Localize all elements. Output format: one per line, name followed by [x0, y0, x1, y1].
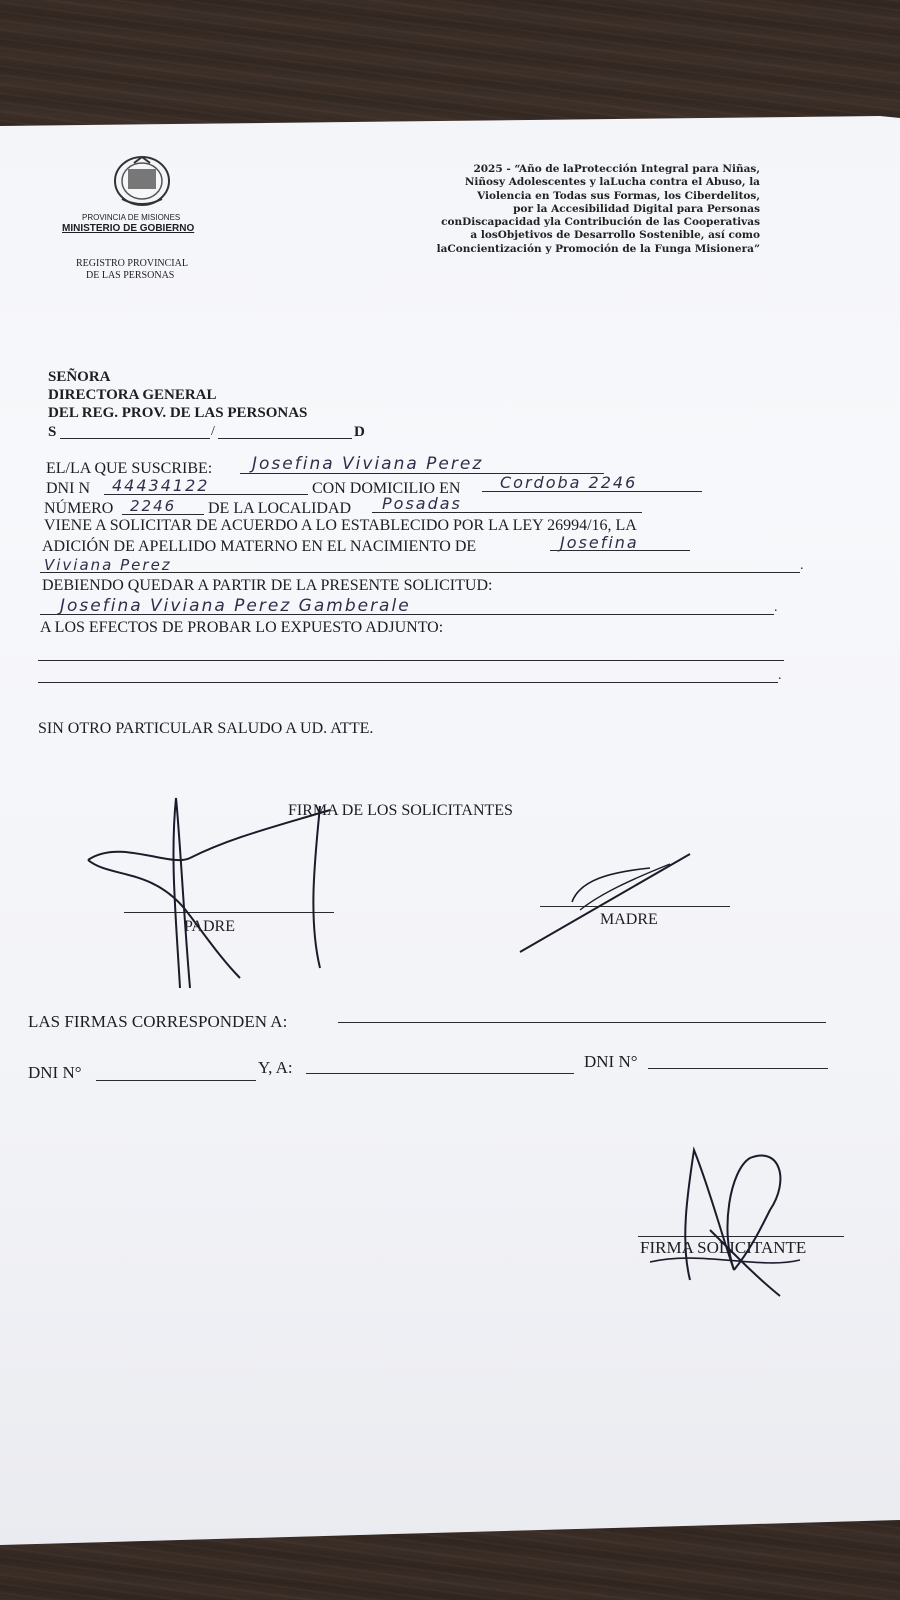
- adjunto-line-1: [38, 660, 784, 661]
- nacimiento-line-2-dot: .: [800, 558, 804, 573]
- provincial-seal-icon: [112, 155, 172, 211]
- dni-label-2: DNI N°: [584, 1052, 638, 1071]
- address-line-2: DIRECTORA GENERAL: [48, 387, 217, 403]
- efectos-text: A LOS EFECTOS DE PROBAR LO EXPUESTO ADJUNTO:: [40, 619, 444, 636]
- suscribe-label: EL/LA QUE SUSCRIBE:: [46, 460, 213, 477]
- nuevo-nombre-line-dot: .: [774, 600, 778, 615]
- address-slash: /: [211, 424, 215, 439]
- motto-line: a losObjetivos de Desarrollo Sostenible, así como: [470, 229, 760, 242]
- dni-label: DNI N: [46, 480, 90, 497]
- registry-line-2: DE LAS PERSONAS: [86, 270, 175, 281]
- dni-label-1: DNI N°: [28, 1063, 82, 1082]
- dni-line-1: [96, 1080, 256, 1081]
- registry-line-1: REGISTRO PROVINCIAL: [76, 258, 188, 269]
- y-a-label: Y, A:: [258, 1058, 293, 1077]
- debiendo-text: DEBIENDO QUEDAR A PARTIR DE LA PRESENTE SOLICITUD:: [42, 577, 493, 594]
- motto-line: conDiscapacidad yla Contribución de las Cooperativas: [441, 216, 760, 229]
- domicilio-value: Cordoba 2246: [500, 473, 638, 492]
- padre-signature: [80, 798, 340, 998]
- numero-value: 2246: [130, 497, 177, 515]
- padre-label: PADRE: [184, 918, 235, 935]
- corresponden-line: [338, 1022, 826, 1023]
- adicion-text: ADICIÓN DE APELLIDO MATERNO EN EL NACIMIENTO DE: [42, 538, 477, 555]
- address-line-3: DEL REG. PROV. DE LAS PERSONAS: [48, 405, 308, 421]
- address-blank-2: [218, 438, 352, 439]
- localidad-label: DE LA LOCALIDAD: [208, 500, 352, 517]
- domicilio-label: CON DOMICILIO EN: [312, 480, 461, 497]
- madre-label: MADRE: [600, 911, 658, 928]
- address-d-label: D: [354, 424, 365, 440]
- province-label: PROVINCIA DE MISIONES: [82, 213, 181, 222]
- solicitar-text: VIENE A SOLICITAR DE ACUERDO A LO ESTABLECIDO POR LA LEY 26994/16, LA: [44, 517, 637, 534]
- motto-block: [320, 163, 760, 256]
- motto-line: laConcientización y Promoción de la Funga Misionera”: [436, 242, 760, 255]
- firma-solicitante-label: FIRMA SOLICITANTE: [640, 1238, 807, 1257]
- ministry-label: MINISTERIO DE GOBIERNO: [62, 223, 195, 234]
- motto-line: Niñosy Adolescentes y laLucha contra el Abuso, la: [464, 176, 760, 189]
- adjunto-line-2: [38, 682, 778, 683]
- suscribe-value: Josefina Viviana Perez: [252, 454, 484, 474]
- dni-value: 44434122: [112, 476, 210, 495]
- dni-line-2: [648, 1068, 828, 1069]
- address-line-1: SEÑORA: [48, 369, 111, 385]
- closing-text: SIN OTRO PARTICULAR SALUDO A UD. ATTE.: [38, 720, 374, 737]
- y-a-line: [306, 1073, 574, 1074]
- nacimiento-value-2: Viviana Perez: [44, 556, 172, 574]
- firma-solicitantes-label: FIRMA DE LOS SOLICITANTES: [288, 802, 513, 819]
- numero-label: NÚMERO: [44, 500, 114, 517]
- motto-line: por la Accesibilidad Digital para Personas: [513, 202, 760, 215]
- motto-line: 2025 - “Año de laProtección Integral para Niñas,: [473, 163, 760, 175]
- motto-line: Violencia en Todas sus Formas, los Ciberdelitos,: [477, 189, 760, 202]
- adjunto-line-2-dot: .: [778, 668, 782, 683]
- solicitante-signature: [650, 1150, 830, 1300]
- madre-signature: [520, 850, 720, 970]
- nuevo-nombre-value: Josefina Viviana Perez Gamberale: [60, 596, 411, 616]
- address-s-label: S: [48, 424, 57, 440]
- nacimiento-value-1: Josefina: [560, 533, 639, 552]
- corresponden-label: LAS FIRMAS CORRESPONDEN A:: [28, 1012, 288, 1031]
- localidad-value: Posadas: [382, 494, 462, 513]
- address-blank-1: [60, 438, 210, 439]
